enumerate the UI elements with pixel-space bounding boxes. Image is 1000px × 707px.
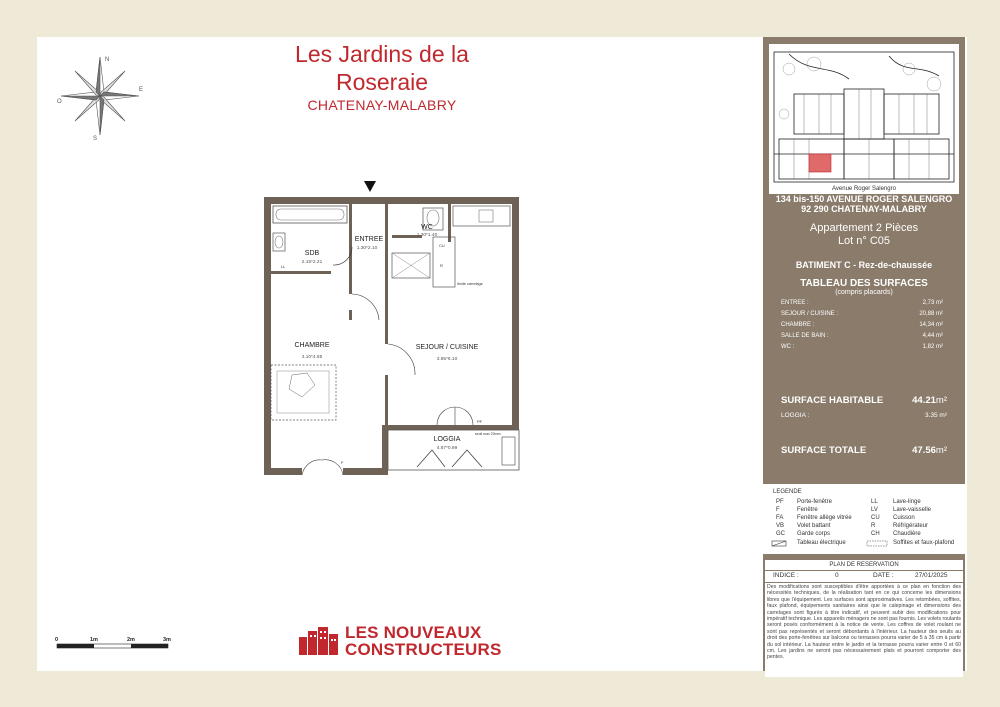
unit: m² (939, 412, 947, 419)
room-name-wc: WC (421, 224, 433, 231)
project-city: CHATENAY-MALABRY (307, 97, 457, 113)
legend-item (776, 499, 784, 505)
logo-line-1: LES NOUVEAUX (345, 623, 482, 642)
address-line-1: 134 bis-150 AVENUE ROGER SALENGRO (775, 194, 953, 204)
unit: m² (935, 395, 947, 406)
surface-totale-row (781, 445, 947, 456)
soffites-hatch-icon (866, 540, 888, 547)
legend-code: LV (871, 507, 878, 513)
surface-row (778, 322, 948, 333)
legend-code: VB (776, 523, 785, 529)
room-dims-loggia: 4.67*0.99 (436, 446, 458, 451)
surface-habitable-value: 44.21 (912, 395, 936, 406)
surface-habitable-row (781, 395, 947, 406)
room-name-sdb: SDB (304, 250, 320, 257)
site-keymap (769, 44, 959, 194)
legend-item-text: Garde corps (797, 531, 831, 537)
lot-highlight (809, 154, 831, 172)
batiment-level: BATIMENT C - Rez-de-chaussée (795, 260, 933, 270)
seuil-note: seuil max 20mm (475, 432, 501, 436)
surface-row (778, 333, 948, 344)
indice-label: INDICE : (773, 572, 799, 579)
keymap-street-label: Avenue Roger Salengro (832, 186, 896, 192)
legend-item-text: Fenêtre (797, 507, 818, 513)
legend-item-text: Fenêtre allège vitrée (797, 515, 852, 521)
logo-line-2: CONSTRUCTEURS (345, 640, 502, 659)
appartement-type: Appartement 2 Pièces (809, 222, 919, 234)
legend-item-text: Porte-fenêtre (797, 499, 833, 505)
legend-code: PF (776, 499, 784, 505)
unit: m² (936, 300, 943, 306)
scale-label-1m: 1m (90, 637, 98, 643)
entry-arrow-icon (364, 181, 376, 192)
surface-value: 1,82 (922, 344, 935, 350)
legend-item-text: Volet battant (797, 523, 831, 529)
surface-label: ENTREE : (781, 300, 809, 306)
unit: m² (936, 344, 943, 350)
legend-code: CH (871, 531, 880, 537)
legend-item (776, 531, 785, 537)
legend-code: FA (776, 515, 784, 521)
bedroom-window (302, 460, 343, 475)
legend-item-text: Réfrigérateur (893, 523, 929, 529)
room-dims-sejour: 3.85*6.10 (436, 357, 458, 362)
scale-label-3m: 3m (163, 637, 171, 643)
reservation-block (763, 560, 965, 677)
legend-item-text: Lave-linge (893, 499, 921, 505)
scale-label-0: 0 (55, 637, 59, 643)
compass-north: N (105, 57, 110, 63)
surface-label: WC : (781, 344, 795, 350)
unit: m² (935, 445, 947, 456)
bathtub (273, 206, 347, 223)
unit: m² (936, 333, 943, 339)
scale-label-2m: 2m (127, 637, 135, 643)
compass-west: O (57, 99, 62, 105)
compass-rose-icon (55, 51, 145, 141)
surface-value: 14,34 (919, 322, 935, 328)
site-plan-map (769, 44, 959, 186)
project-title (262, 40, 502, 114)
legend-code: CU (871, 515, 880, 521)
room-name-loggia: LOGGIA (433, 436, 461, 443)
surfaces-table (778, 300, 948, 355)
surface-value: 20,88 (919, 311, 935, 317)
kitchen-sink (453, 206, 510, 226)
surface-label: CHAMBRE : (781, 322, 815, 328)
pf-code: PF (477, 419, 483, 424)
lot-number: Lot n° C05 (837, 235, 891, 247)
surface-label: SALLE DE BAIN : (781, 333, 829, 339)
room-name-sejour: SEJOUR / CUISINE (415, 344, 479, 351)
legend-code: GC (776, 531, 785, 537)
legend-item (871, 531, 880, 537)
room-dims-chambre: 3.10*4.85 (301, 355, 323, 360)
surface-habitable-label: SURFACE HABITABLE (781, 395, 884, 406)
room-name-chambre: CHAMBRE (294, 342, 330, 349)
reservation-disclaimer: Des modifications sont susceptibles d'être apportées à ce plan en fonction des nécessités techniques, de la réalisation tant en ce qui concerne les dimensions libres que l'équipement. Les surfaces sont approximatives. Les retombées, soffites, faux plafond, équipements sanitaires ainsi que le calepinage et dimensions des carrelages sont figurés à titre indicatif, et peuvent subir des modifications pour impératif technique. Les appareils ménagers ne sont pas fournis. Les volets roulants seront posés conformément à la notice de vente. Les coffres de volet roulant ne sont pas représentés et seront débordants à l'intérieur. La hauteur des seuils au droit des porte-fenêtres sur balcons ou terrasses pourra varier de 5 à 35 cm à partir du sol intérieur. La hauteur entre le jardin et la terrasse pourra varier entre 0 et 60 cm. Les jardins ne seront pas nécessairement plats et pourront comporter des pentes. (765, 583, 963, 677)
info-panel (763, 37, 965, 671)
date-label: DATE : (873, 572, 894, 579)
legend-item-text: Cuisson (893, 515, 915, 521)
cu-code: CU (439, 243, 445, 248)
project-name: Les Jardins de la Roseraie (295, 41, 469, 95)
legend-item (776, 523, 784, 529)
unit: m² (936, 311, 943, 317)
floor-plan (257, 175, 567, 485)
legend (763, 484, 965, 554)
legend-item (871, 499, 878, 505)
surface-value: 2,73 (922, 300, 935, 306)
room-dims-wc: 1.30*1.40 (416, 233, 438, 238)
tableau-electrique-label: Tableau électrique (797, 540, 846, 546)
bedroom-door (352, 294, 379, 320)
surface-row (778, 300, 948, 311)
tableau-title: TABLEAU DES SURFACES (800, 278, 928, 289)
ll-code: LL (281, 264, 286, 269)
room-dims-entree: 1.30*2.10 (356, 246, 378, 251)
indice-value: 0 (835, 572, 839, 579)
legend-code: R (871, 523, 876, 529)
soffites-label: Soffites et faux-plafond (893, 540, 955, 546)
surface-row (778, 344, 948, 355)
legend-item-text: Chaudière (893, 531, 921, 537)
compass-east: E (139, 87, 144, 93)
unit: m² (936, 322, 943, 328)
legend-item-text: Lave-vaisselle (893, 507, 932, 513)
tableau-subtitle: (compris placards) (835, 289, 893, 296)
legend-code: LL (871, 499, 878, 505)
surface-value: 4,44 (922, 333, 935, 339)
tableau-electrique-icon (771, 540, 787, 547)
surface-totale-value: 47.56 (912, 445, 936, 456)
living-door (388, 344, 415, 375)
compass-south: S (93, 136, 98, 141)
room-name-entree: ENTREE (354, 236, 384, 243)
scale-bar (52, 635, 172, 655)
loggia-label: LOGGIA : (781, 412, 810, 419)
surface-row (778, 311, 948, 322)
legend-item (871, 507, 878, 513)
reservation-title: PLAN DE RESERVATION (765, 560, 963, 570)
legend-code: F (776, 507, 780, 513)
buildings-logo-icon (299, 627, 341, 655)
legend-item (776, 507, 780, 513)
legend-item (871, 515, 880, 521)
address-line-2: 92 290 CHATENAY-MALABRY (801, 204, 927, 214)
room-dims-sdb: 2.15*2.21 (301, 260, 323, 265)
date-value: 27/01/2025 (915, 572, 948, 579)
surface-totale-label: SURFACE TOTALE (781, 445, 867, 456)
legend-item (871, 523, 875, 529)
r-code: R (440, 263, 443, 268)
limite-carrelage-note: limite carrelage (457, 282, 483, 286)
legend-item (776, 515, 783, 521)
reservation-meta (765, 571, 963, 582)
legend-title: LEGENDE (773, 489, 802, 495)
surface-label: SEJOUR / CUISINE : (781, 311, 839, 317)
loggia-row (781, 412, 947, 419)
loggia-value: 3.35 (924, 412, 938, 419)
f-code: F (341, 460, 344, 465)
